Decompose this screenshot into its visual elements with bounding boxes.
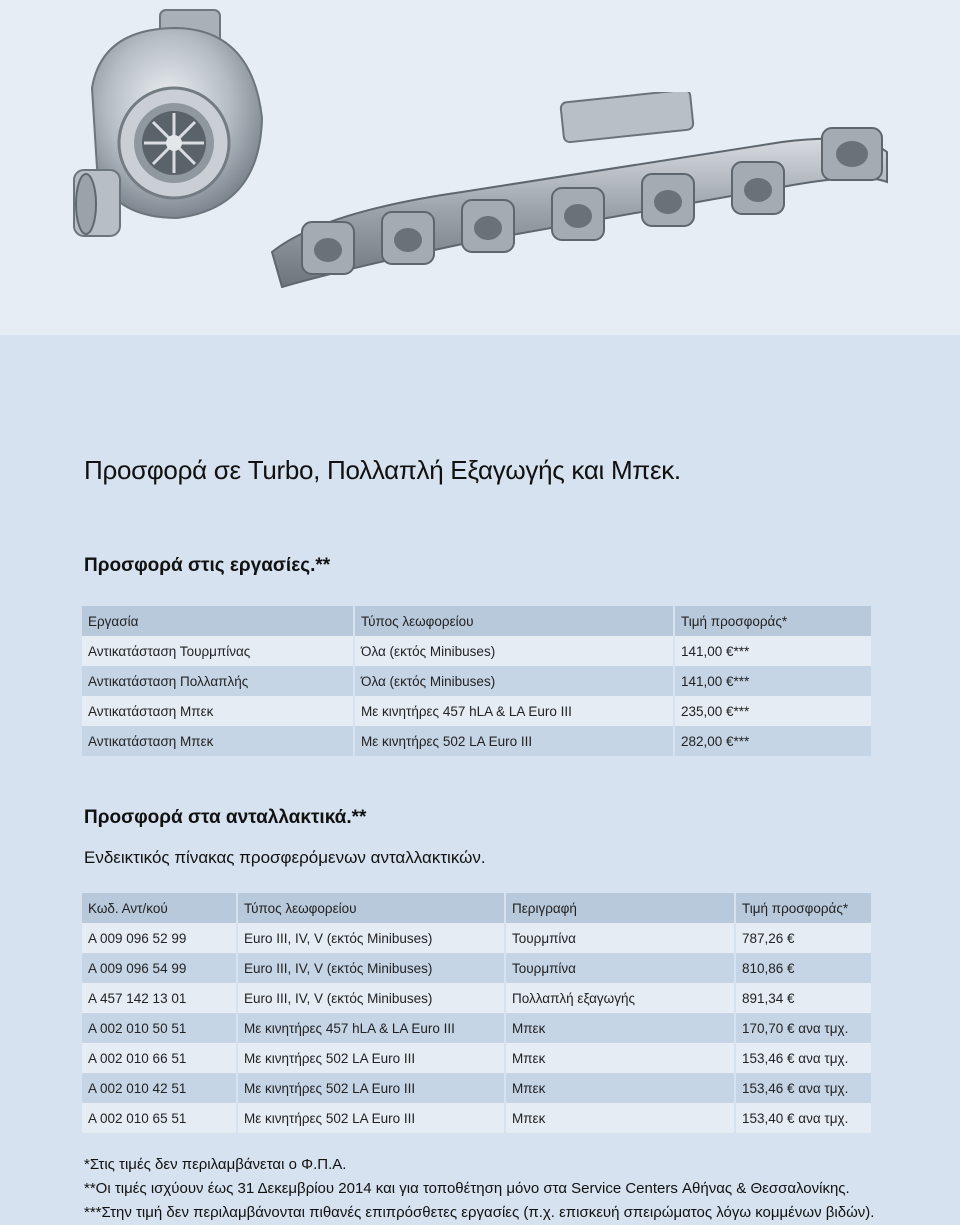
column-header: Κωδ. Αντ/κού bbox=[82, 893, 237, 923]
description-cell: Μπεκ bbox=[505, 1013, 735, 1043]
part-code-cell: A 002 010 66 51 bbox=[82, 1043, 237, 1073]
part-code-cell: A 002 010 65 51 bbox=[82, 1103, 237, 1133]
bus-type-cell: Euro III, IV, V (εκτός Minibuses) bbox=[237, 983, 505, 1013]
bus-type-cell: Όλα (εκτός Minibuses) bbox=[354, 636, 674, 666]
bus-type-cell: Euro III, IV, V (εκτός Minibuses) bbox=[237, 953, 505, 983]
table-row bbox=[82, 1013, 871, 1043]
description-cell: Τουρμπίνα bbox=[505, 923, 735, 953]
turbocharger-image bbox=[72, 8, 272, 243]
task-cell: Αντικατάσταση Πολλαπλής bbox=[82, 666, 354, 696]
labor-table bbox=[82, 606, 871, 756]
bus-type-cell: Euro III, IV, V (εκτός Minibuses) bbox=[237, 923, 505, 953]
column-header: Περιγραφή bbox=[505, 893, 735, 923]
part-code-cell: A 009 096 52 99 bbox=[82, 923, 237, 953]
table-header-row bbox=[82, 893, 871, 923]
bus-type-cell: Με κινητήρες 457 hLA & LA Euro III bbox=[354, 696, 674, 726]
parts-subtitle: Ενδεικτικός πίνακας προσφερόμενων ανταλλακτικών. bbox=[84, 848, 486, 867]
bus-type-cell: Με κινητήρες 502 LA Euro III bbox=[237, 1043, 505, 1073]
price-cell: 891,34 € bbox=[735, 983, 871, 1013]
price-cell: 787,26 € bbox=[735, 923, 871, 953]
part-code-cell: A 002 010 50 51 bbox=[82, 1013, 237, 1043]
table-row bbox=[82, 696, 871, 726]
bus-type-cell: Με κινητήρες 457 hLA & LA Euro III bbox=[237, 1013, 505, 1043]
price-cell: 141,00 €*** bbox=[674, 636, 871, 666]
column-header: Τύπος λεωφορείου bbox=[354, 606, 674, 636]
table-row bbox=[82, 983, 871, 1013]
footnote-extra-work: ***Στην τιμή δεν περιλαμβάνονται πιθανές επιπρόσθετες εργασίες (π.χ. επισκευή σπειρώματος λόγω κομμένων βιδών). bbox=[84, 1204, 875, 1221]
task-cell: Αντικατάσταση Τουρμπίνας bbox=[82, 636, 354, 666]
table-row bbox=[82, 666, 871, 696]
table-row bbox=[82, 1073, 871, 1103]
bus-type-cell: Με κινητήρες 502 LA Euro III bbox=[237, 1103, 505, 1133]
bus-type-cell: Με κινητήρες 502 LA Euro III bbox=[354, 726, 674, 756]
price-cell: 282,00 €*** bbox=[674, 726, 871, 756]
bus-type-cell: Όλα (εκτός Minibuses) bbox=[354, 666, 674, 696]
table-row bbox=[82, 636, 871, 666]
table-header-row bbox=[82, 606, 871, 636]
table-row bbox=[82, 726, 871, 756]
task-cell: Αντικατάσταση Μπεκ bbox=[82, 726, 354, 756]
task-cell: Αντικατάσταση Μπεκ bbox=[82, 696, 354, 726]
description-cell: Μπεκ bbox=[505, 1043, 735, 1073]
column-header: Τιμή προσφοράς* bbox=[735, 893, 871, 923]
labor-offer-heading: Προσφορά στις εργασίες.** bbox=[84, 555, 331, 576]
description-cell: Πολλαπλή εξαγωγής bbox=[505, 983, 735, 1013]
part-code-cell: A 457 142 13 01 bbox=[82, 983, 237, 1013]
page-title: Προσφορά σε Turbo, Πολλαπλή Εξαγωγής και Μπεκ. bbox=[84, 455, 681, 485]
bus-type-cell: Με κινητήρες 502 LA Euro III bbox=[237, 1073, 505, 1103]
parts-offer-heading: Προσφορά στα ανταλλακτικά.** bbox=[84, 807, 367, 828]
column-header: Τύπος λεωφορείου bbox=[237, 893, 505, 923]
description-cell: Τουρμπίνα bbox=[505, 953, 735, 983]
footnotes bbox=[84, 1153, 874, 1225]
price-cell: 153,46 € ανα τμχ. bbox=[735, 1043, 871, 1073]
price-cell: 235,00 €*** bbox=[674, 696, 871, 726]
price-cell: 810,86 € bbox=[735, 953, 871, 983]
footnote-validity: **Οι τιμές ισχύουν έως 31 Δεκεμβρίου 2014 και για τοποθέτηση μόνο στα Service Centers Αθήνας & Θεσσαλονίκης. bbox=[84, 1180, 850, 1197]
exhaust-manifold-image bbox=[262, 92, 896, 288]
table-row bbox=[82, 953, 871, 983]
table-row bbox=[82, 1103, 871, 1133]
price-cell: 153,40 € ανα τμχ. bbox=[735, 1103, 871, 1133]
price-cell: 141,00 €*** bbox=[674, 666, 871, 696]
column-header: Τιμή προσφοράς* bbox=[674, 606, 871, 636]
table-row bbox=[82, 1043, 871, 1073]
description-cell: Μπεκ bbox=[505, 1073, 735, 1103]
price-cell: 153,46 € ανα τμχ. bbox=[735, 1073, 871, 1103]
price-cell: 170,70 € ανα τμχ. bbox=[735, 1013, 871, 1043]
part-code-cell: A 002 010 42 51 bbox=[82, 1073, 237, 1103]
column-header: Εργασία bbox=[82, 606, 354, 636]
footnote-vat: *Στις τιμές δεν περιλαμβάνεται ο Φ.Π.Α. bbox=[84, 1156, 347, 1173]
part-code-cell: A 009 096 54 99 bbox=[82, 953, 237, 983]
parts-table bbox=[82, 893, 871, 1133]
table-row bbox=[82, 923, 871, 953]
description-cell: Μπεκ bbox=[505, 1103, 735, 1133]
